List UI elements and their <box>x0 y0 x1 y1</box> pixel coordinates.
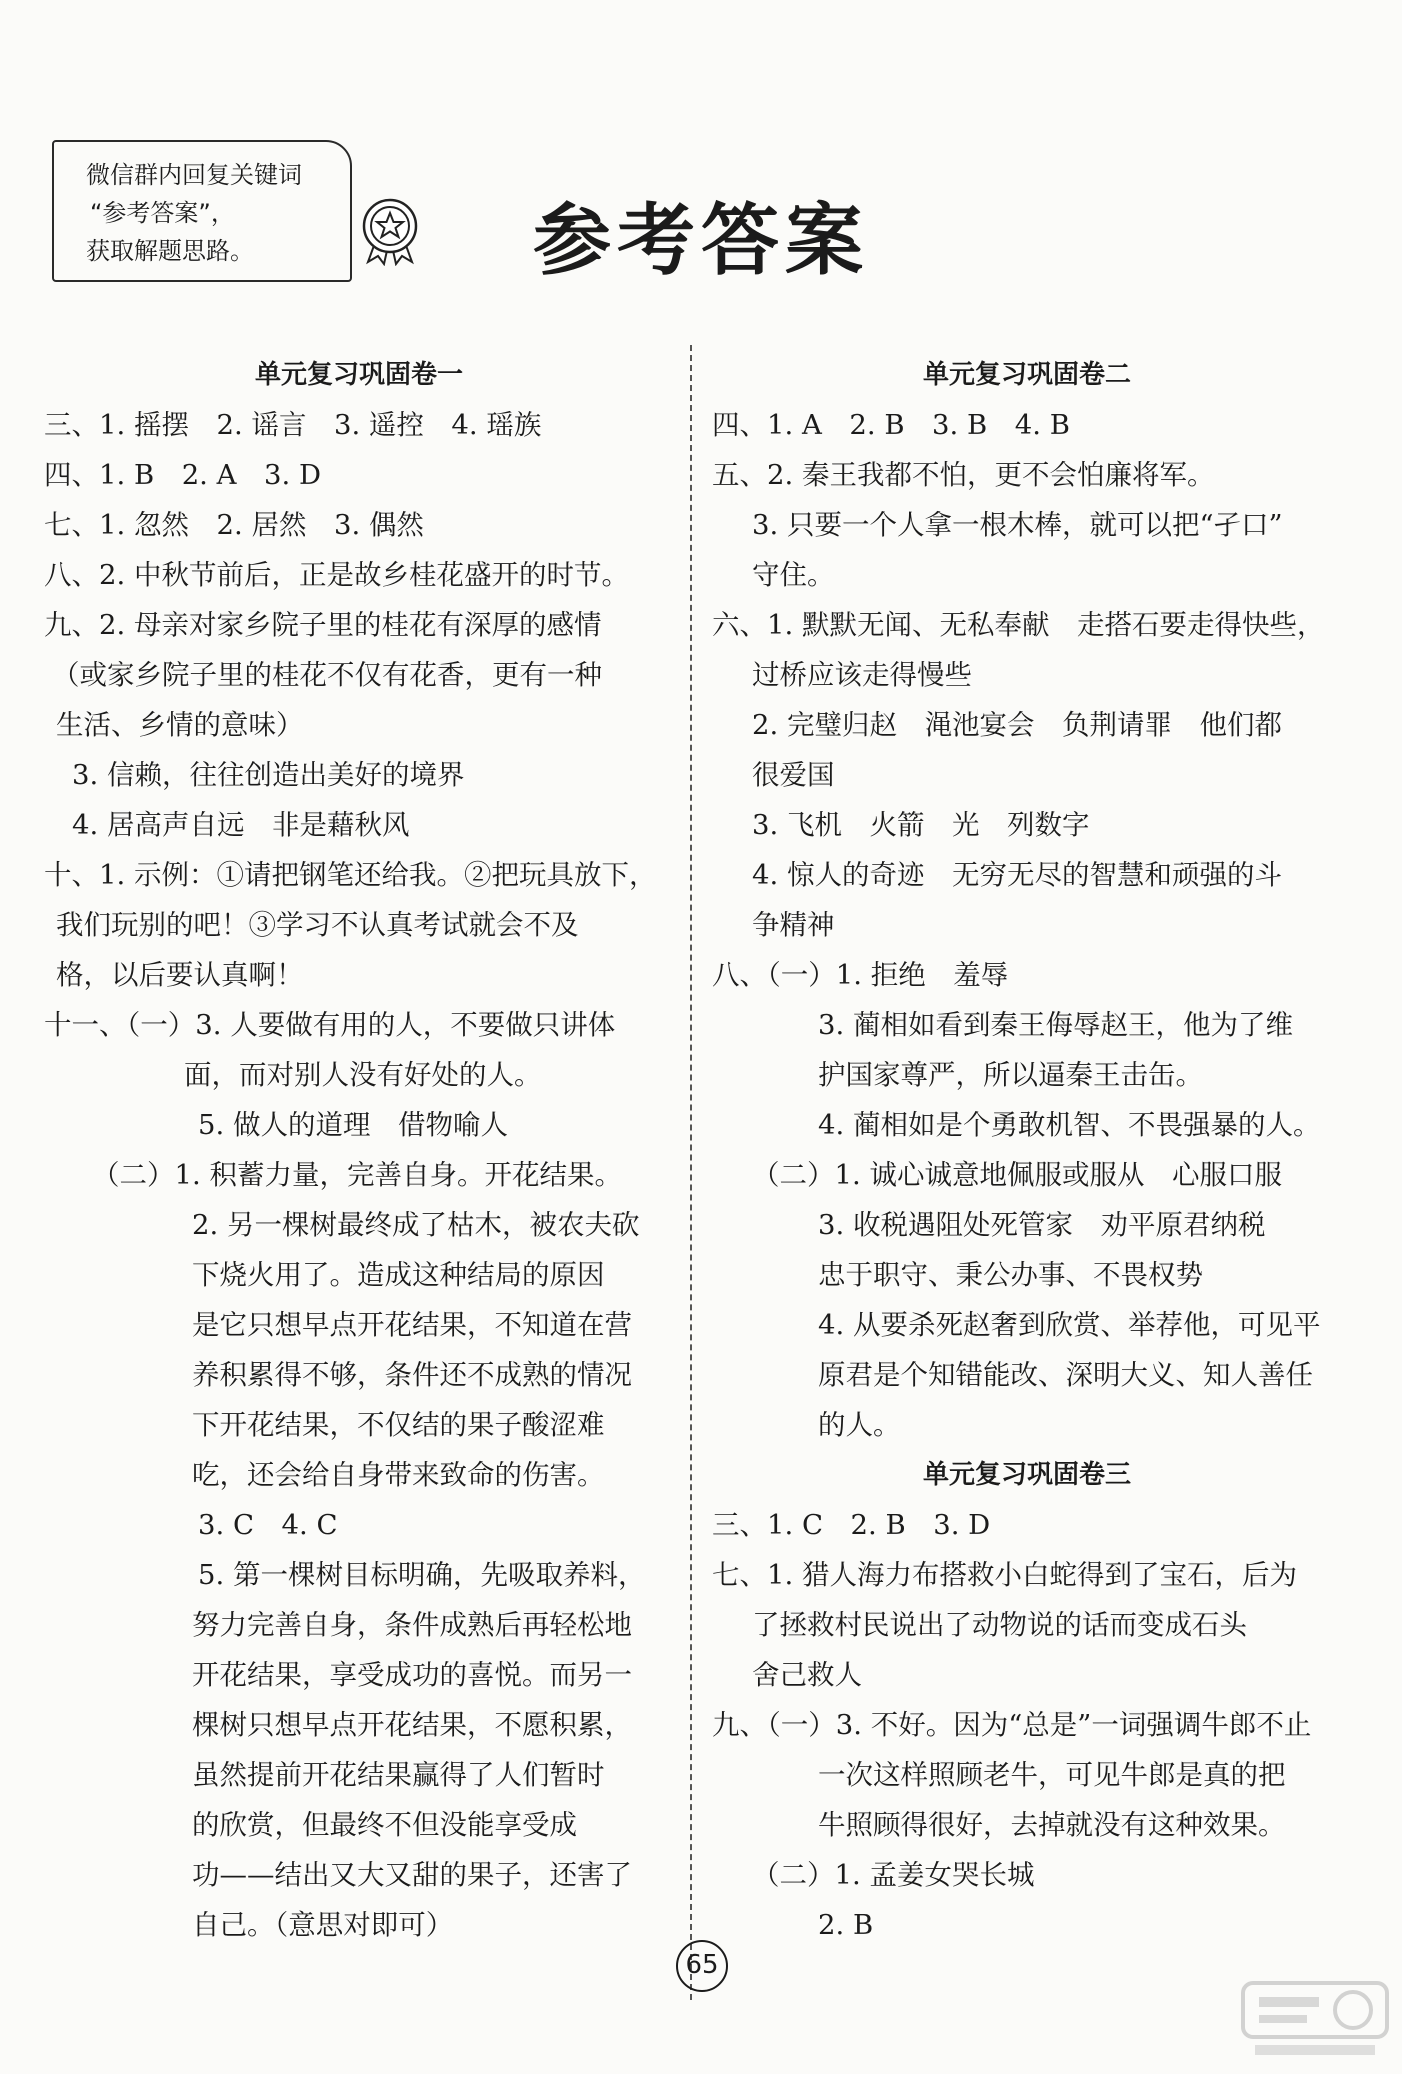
answer-line: 八、2. 中秋节前后，正是故乡桂花盛开的时节。 <box>44 559 629 591</box>
answer-line: 四、1. A 2. B 3. B 4. B <box>712 409 1070 441</box>
answer-line: 吃，还会给自身带来致命的伤害。 <box>192 1459 605 1491</box>
answer-line: 了拯救村民说出了动物说的话而变成石头 <box>752 1609 1247 1641</box>
answer-line: 守住。 <box>752 559 835 591</box>
watermark-logo-icon <box>1235 1975 1395 2065</box>
answer-line: 七、1. 忽然 2. 居然 3. 偶然 <box>44 509 424 541</box>
answer-line: 牛照顾得很好，去掉就没有这种效果。 <box>818 1809 1286 1841</box>
left-column <box>44 350 674 1950</box>
right-column <box>712 350 1342 1950</box>
answer-line: 4. 居高声自远 非是藉秋风 <box>72 809 410 841</box>
answer-line: 开花结果，享受成功的喜悦。而另一 <box>192 1659 632 1691</box>
answer-line: （或家乡院子里的桂花不仅有花香，更有一种 <box>52 659 602 691</box>
answer-line: 三、1. C 2. B 3. D <box>712 1509 991 1541</box>
answer-line: 自己。（意思对即可） <box>192 1909 454 1941</box>
answer-line: 九、（一）3. 不好。因为“总是”一词强调牛郎不止 <box>712 1709 1312 1741</box>
answer-line: 3. 只要一个人拿一根木棒，就可以把“孑口” <box>752 509 1283 541</box>
answer-line: 争精神 <box>752 909 835 941</box>
notice-line: 获取解题思路。 <box>86 237 254 265</box>
answer-line: 2. B <box>818 1909 874 1941</box>
answer-line: 四、1. B 2. A 3. D <box>44 459 322 491</box>
answer-line: （二）1. 孟姜女哭长城 <box>752 1859 1035 1891</box>
answer-line: 棵树只想早点开花结果，不愿积累， <box>192 1709 632 1741</box>
section-title: 单元复习巩固卷三 <box>922 1460 1131 1490</box>
answer-line: 三、1. 摇摆 2. 谣言 3. 遥控 4. 瑶族 <box>44 409 542 441</box>
answer-line: （二）1. 诚心诚意地佩服或服从 心服口服 <box>752 1159 1282 1191</box>
notice-line: “参考答案”， <box>90 199 235 227</box>
answer-line: 格，以后要认真啊！ <box>56 959 304 991</box>
answer-line: 很爱国 <box>752 759 835 791</box>
answer-line: 3. 飞机 火箭 光 列数字 <box>752 809 1090 841</box>
answer-line: 功——结出又大又甜的果子，还害了 <box>192 1859 632 1891</box>
answer-line: 生活、乡情的意味） <box>56 709 304 741</box>
answer-line: 是它只想早点开花结果，不知道在营 <box>192 1309 632 1341</box>
answer-line: 5. 第一棵树目标明确，先吸取养料， <box>198 1559 646 1591</box>
answer-line: 七、1. 猎人海力布搭救小白蛇得到了宝石，后为 <box>712 1559 1297 1591</box>
answer-line: 4. 惊人的奇迹 无穷无尽的智慧和顽强的斗 <box>752 859 1282 891</box>
answer-line: 六、1. 默默无闻、无私奉献 走搭石要走得快些， <box>712 609 1325 641</box>
answer-line: 的人。 <box>818 1409 901 1441</box>
answer-line: 下开花结果，不仅结的果子酸涩难 <box>192 1409 605 1441</box>
answer-line: 八、（一）1. 拒绝 羞辱 <box>712 959 1009 991</box>
answer-line: 4. 蔺相如是个勇敢机智、不畏强暴的人。 <box>818 1109 1321 1141</box>
page-title: 参考答案 <box>532 196 869 286</box>
answer-line: 过桥应该走得慢些 <box>752 659 972 691</box>
answer-line: 九、2. 母亲对家乡院子里的桂花有深厚的感情 <box>44 609 602 641</box>
answer-line: 3. 收税遇阻处死管家 劝平原君纳税 <box>818 1209 1266 1241</box>
answer-line: 忠于职守、秉公办事、不畏权势 <box>818 1259 1203 1291</box>
section-title: 单元复习巩固卷一 <box>254 360 463 390</box>
answer-line: 护国家尊严，所以逼秦王击缶。 <box>818 1059 1203 1091</box>
answer-line: 4. 从要杀死赵奢到欣赏、举荐他，可见平 <box>818 1309 1321 1341</box>
answer-line: 原君是个知错能改、深明大义、知人善任 <box>818 1359 1313 1391</box>
answer-line: 一次这样照顾老牛，可见牛郎是真的把 <box>818 1759 1286 1791</box>
notice-line: 微信群内回复关键词 <box>86 161 302 189</box>
column-divider <box>690 345 692 2000</box>
answer-line: 的欣赏，但最终不但没能享受成 <box>192 1809 577 1841</box>
answer-line: 十一、（一）3. 人要做有用的人，不要做只讲体 <box>44 1009 616 1041</box>
page-number: 65 <box>676 1940 728 1992</box>
answer-line: 3. C 4. C <box>198 1509 338 1541</box>
answer-line: 五、2. 秦王我都不怕，更不会怕廉将军。 <box>712 459 1215 491</box>
answer-line: 3. 信赖，往往创造出美好的境界 <box>72 759 465 791</box>
answer-line: 努力完善自身，条件成熟后再轻松地 <box>192 1609 632 1641</box>
answer-line: 虽然提前开花结果赢得了人们暂时 <box>192 1759 605 1791</box>
answer-line: 2. 另一棵树最终成了枯木，被农夫砍 <box>192 1209 640 1241</box>
answer-line: 下烧火用了。造成这种结局的原因 <box>192 1259 605 1291</box>
answer-line: 十、1. 示例：①请把钢笔还给我。②把玩具放下， <box>44 859 657 891</box>
answer-line: 养积累得不够，条件还不成熟的情况 <box>192 1359 632 1391</box>
answer-line: （二）1. 积蓄力量，完善自身。开花结果。 <box>92 1159 622 1191</box>
answer-line: 2. 完璧归赵 渑池宴会 负荆请罪 他们都 <box>752 709 1282 741</box>
answer-line: 舍己救人 <box>752 1659 862 1691</box>
answer-line: 面，而对别人没有好处的人。 <box>184 1059 542 1091</box>
section-title: 单元复习巩固卷二 <box>922 360 1131 390</box>
answer-line: 5. 做人的道理 借物喻人 <box>198 1109 508 1141</box>
answer-line: 我们玩别的吧！③学习不认真考试就会不及 <box>56 909 579 941</box>
answer-line: 3. 蔺相如看到秦王侮辱赵王，他为了维 <box>818 1009 1293 1041</box>
